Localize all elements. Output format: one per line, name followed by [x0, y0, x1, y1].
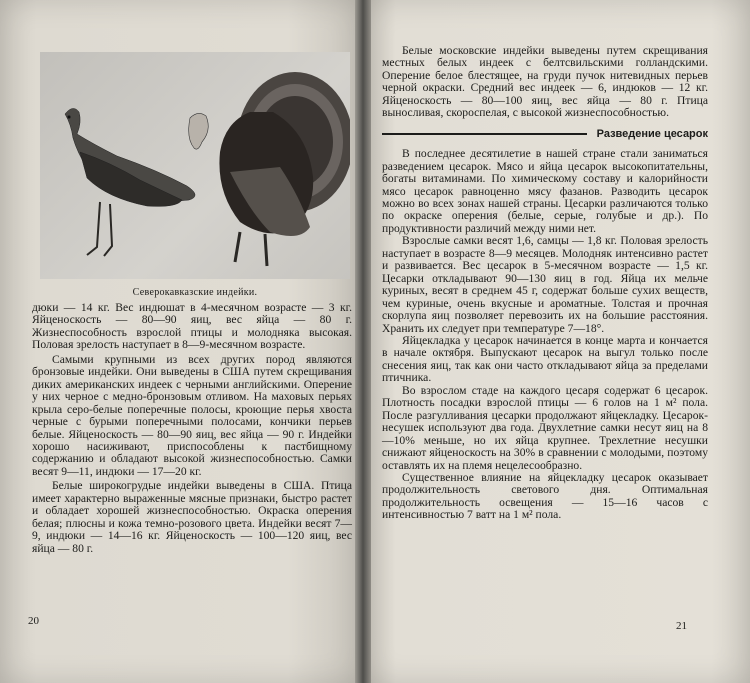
photo-caption: Северокавказские индейки. [132, 287, 258, 298]
right-paragraph: Яйцекладка у цесарок начинается в конце марта и кончается в начале октября. Выпускают цесарок на выгул только после снесения яиц, так как они часто откладывают яйца за пределами птичника. [382, 333, 708, 385]
left-paragraph: Белые широкогрудые индейки выведены в США. Птица имеет характерно выраженные мясные признаки, быстро растет и обладает хорошей жизнеспособностью. Окраска оперения белая; плюсны и кожа темно-розового цвета. Индейки весят 7—9, индюки — 14—16 кг. Яйценоскость — 100—120 яиц, вес яйца — 80 г. [32, 479, 352, 555]
page-number-right: 21 [676, 620, 687, 632]
page-number-left: 20 [28, 615, 39, 627]
right-paragraph: В последнее десятилетие в нашей стране стали заниматься разведением цесарок. Мясо и яйца цесарок высокопитательны, богаты витаминами. По химическому составу и калорийности мясо цесарок равноценно мясу фазанов. Разводить цесарок можно во всех зонах нашей страны. Цесарки различаются только по окраске оперения (белые, серые, голубые и др.). По продуктивности различий между ними нет. [382, 147, 708, 235]
book-gutter [355, 0, 371, 683]
section-title: Разведение цесарок [596, 127, 708, 140]
section-rule [382, 133, 587, 135]
turkeys-photo [40, 52, 350, 279]
left-page-text [32, 302, 352, 555]
left-paragraph: дюки — 14 кг. Вес индюшат в 4-месячном возрасте — 3 кг. Яйценоскость — 80—90 яиц, вес яйца — 80 г. Жизнеспособность взрослой птицы и молодняка высокая. Половая зрелость наступает в 8—9-месячном возрасте. [32, 301, 352, 352]
right-paragraph: Взрослые самки весят 1,6, самцы — 1,8 кг. Половая зрелость наступает в возрасте 8—9 месяцев. Молодняк интенсивно растет и развивается. Вес цесарок в 5-месячном возрасте — 1,5 кг. Цесарки откладывают 90—130 яиц в год. Яйца их мельче куриных, весят в среднем 45 г, содержат больше сухих веществ, чем куриные, очень вкусные и ароматные. Толстая и прочная скорлупа яиц позволяет перевозить их на большие расстояния. Хранить их следует при температуре 7—18°. [382, 234, 708, 335]
intro-paragraph: Белые московские индейки выведены путем скрещивания местных белых индеек с белтсвильскими голландскими. Оперение белое блестящее, на груди пучок нитевидных перьев черной окраски. Средний вес индеек — 6, индюков — 12 кг. Яйценоскость — 80—100 яиц, вес яйца — 80 г. Птица выносливая, скороспелая, с высокой жизнеспособностью. [382, 44, 708, 120]
left-paragraph: Самыми крупными из всех других пород являются бронзовые индейки. Они выведены в США путем скрещивания диких американских индеек с черными английскими. Оперение у них черное с медно-бронзовым отливом. На маховых перьях крыла серо-белые поперечные полосы, кроющие перья хвоста черные с бурыми поперечными полосами, кончики перьев белые. Яйценоскость — 80—90 яиц, вес яйца — 90 г. Индейки хорошо насиживают, приспособлены к пастбищному содержанию и обладают высокой жизнеспособностью. Самки весят 9—11, индюки — 17—20 кг. [32, 352, 352, 478]
section-heading [382, 128, 708, 140]
right-paragraph: Во взрослом стаде на каждого цесаря содержат 6 цесарок. Плотность посадки взрослой птицы — 6 голов на 1 м² пола. После разгулливания цесарки продолжают яйцекладку. Цесарок-несушек используют два года. Двухлетние самки несут яиц на 8—10% меньше, но их яйца крупнее. Трехлетние несушки снижают яйценоскость на 30% в сравнении с молодыми, поэтому оставлять их на племя нецелесообразно. [382, 383, 708, 472]
right-page-text [382, 45, 708, 522]
right-paragraph: Существенное влияние на яйцекладку цесарок оказывает продолжительность светового дня. Оптимальная продолжительность освещения — 15—16 часов с интенсивностью 7 ватт на 1 м² пола. [382, 470, 708, 522]
